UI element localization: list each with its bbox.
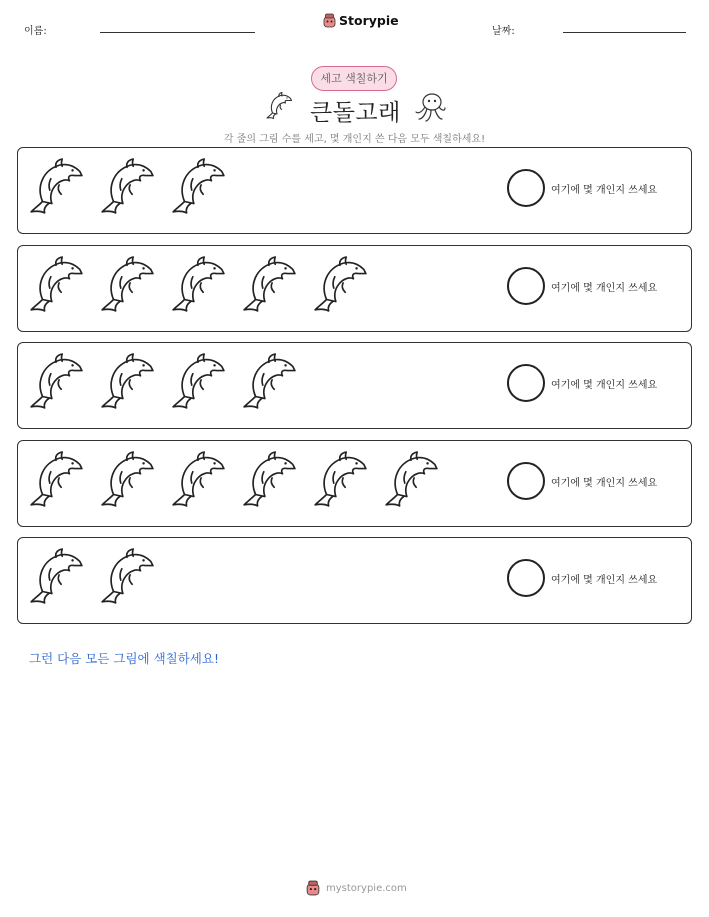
dolphin-icon[interactable] <box>241 353 297 411</box>
page-title: 큰돌고래 <box>310 100 401 126</box>
counting-row <box>17 245 692 332</box>
answer-circle[interactable] <box>507 267 545 305</box>
picture-group <box>28 158 226 218</box>
mascot-icon <box>323 13 336 28</box>
dolphin-icon[interactable] <box>170 256 226 314</box>
answer-hint: 여기에 몇 개인지 쓰세요 <box>551 283 658 294</box>
date-label: 날짜: <box>492 26 515 37</box>
answer-hint: 여기에 몇 개인지 쓰세요 <box>551 380 658 391</box>
picture-group <box>28 256 368 316</box>
name-label: 이름: <box>24 26 47 37</box>
counting-row <box>17 537 692 624</box>
answer-circle[interactable] <box>507 462 545 500</box>
counting-row <box>17 147 692 234</box>
dolphin-icon[interactable] <box>241 451 297 509</box>
octopus-icon <box>414 92 446 122</box>
dolphin-icon[interactable] <box>383 451 439 509</box>
dolphin-icon[interactable] <box>99 256 155 314</box>
brand-name: Storypie <box>339 13 399 28</box>
site-url[interactable]: mystorypie.com <box>326 882 407 894</box>
instructions: 각 줄의 그림 수를 세고, 몇 개인지 쓴 다음 모두 색칠하세요! <box>223 134 486 145</box>
dolphin-icon[interactable] <box>99 451 155 509</box>
answer-circle[interactable] <box>507 169 545 207</box>
picture-group <box>28 353 297 413</box>
counting-row <box>17 342 692 429</box>
answer-hint: 여기에 몇 개인지 쓰세요 <box>551 185 658 196</box>
answer-circle[interactable] <box>507 364 545 402</box>
dolphin-icon[interactable] <box>312 451 368 509</box>
dolphin-icon[interactable] <box>28 158 84 216</box>
dolphin-icon[interactable] <box>312 256 368 314</box>
date-line[interactable] <box>563 32 686 33</box>
dolphin-icon[interactable] <box>99 353 155 411</box>
closing-instruction: 그런 다음 모든 그림에 색칠하세요! <box>29 651 219 666</box>
dolphin-icon[interactable] <box>170 158 226 216</box>
dolphin-icon[interactable] <box>99 548 155 606</box>
counting-row <box>17 440 692 527</box>
brand-logo <box>323 13 399 28</box>
picture-group <box>28 548 155 608</box>
answer-hint: 여기에 몇 개인지 쓰세요 <box>551 575 658 586</box>
worksheet-badge: 세고 색칠하기 <box>311 66 397 91</box>
dolphin-icon[interactable] <box>28 353 84 411</box>
dolphin-icon[interactable] <box>99 158 155 216</box>
dolphin-icon[interactable] <box>241 256 297 314</box>
dolphin-icon[interactable] <box>170 353 226 411</box>
site-footer <box>306 880 407 896</box>
answer-hint: 여기에 몇 개인지 쓰세요 <box>551 478 658 489</box>
picture-group <box>28 451 439 511</box>
dolphin-icon[interactable] <box>28 548 84 606</box>
dolphin-icon[interactable] <box>28 256 84 314</box>
answer-circle[interactable] <box>507 559 545 597</box>
dolphin-icon <box>264 92 294 120</box>
dolphin-icon[interactable] <box>170 451 226 509</box>
mascot-icon <box>306 880 320 896</box>
name-line[interactable] <box>100 32 255 33</box>
dolphin-icon[interactable] <box>28 451 84 509</box>
